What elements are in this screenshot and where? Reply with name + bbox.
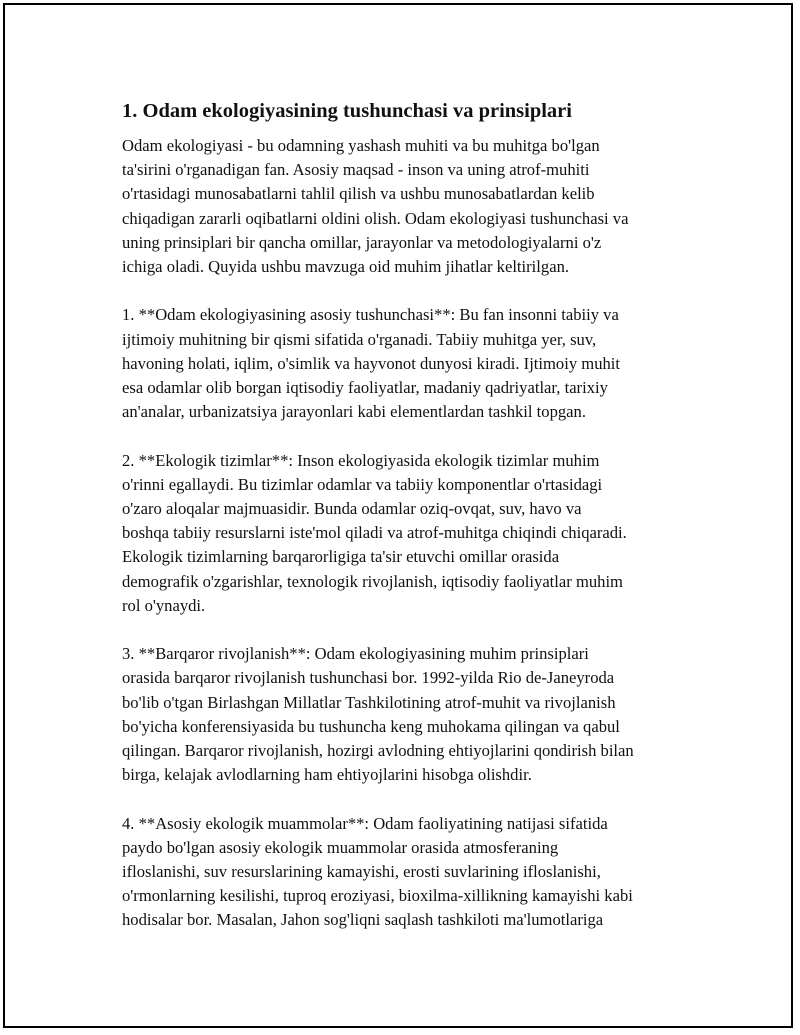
paragraph [122, 449, 692, 618]
text-line: birga, kelajak avlodlarning ham ehtiyojlarini hisobga olishdir. [122, 765, 532, 785]
text-line: ijtimoiy muhitning bir qismi sifatida o'rganadi. Tabiiy muhitga yer, suv, [122, 329, 597, 349]
text-line: 1. **Odam ekologiyasining asosiy tushunchasi**: Bu fan insonni tabiiy va [122, 305, 619, 325]
paragraph [122, 303, 692, 424]
paragraph [122, 812, 692, 933]
text-line: esa odamlar olib borgan iqtisodiy faoliyatlar, madaniy qadriyatlar, tarixiy [122, 378, 608, 398]
text-line: boshqa tabiiy resurslarni iste'mol qiladi va atrof-muhitga chiqindi chiqaradi. [122, 523, 627, 543]
text-line: 2. **Ekologik tizimlar**: Inson ekologiyasida ekologik tizimlar muhim [122, 450, 600, 470]
text-line: ifloslanishi, suv resurslarining kamayishi, erosti suvlarining ifloslanishi, [122, 862, 601, 882]
text-line: o'rinni egallaydi. Bu tizimlar odamlar va tabiiy komponentlar o'rtasidagi [122, 474, 603, 494]
text-line: demografik o'zgarishlar, texnologik rivojlanish, iqtisodiy faoliyatlar muhim [122, 571, 623, 591]
paragraph-list [122, 134, 692, 933]
text-line: uning prinsiplari bir qancha omillar, jarayonlar va metodologiyalarni o'z [122, 232, 602, 252]
document-title: 1. Odam ekologiyasining tushunchasi va prinsiplari [122, 100, 572, 122]
text-line: an'analar, urbanizatsiya jarayonlari kabi elementlardan tashkil topgan. [122, 402, 586, 422]
text-line: bo'lib o'tgan Birlashgan Millatlar Tashkilotining atrof-muhit va rivojlanish [122, 692, 616, 712]
text-line: paydo bo'lgan asosiy ekologik muammolar orasida atmosferaning [122, 837, 559, 857]
text-line: havoning holati, iqlim, o'simlik va hayvonot dunyosi kiradi. Ijtimoiy muhit [122, 353, 621, 373]
text-line: Ekologik tizimlarning barqarorligiga ta'sir etuvchi omillar orasida [122, 547, 560, 567]
text-line: 3. **Barqaror rivojlanish**: Odam ekologiyasining muhim prinsiplari [122, 644, 589, 664]
text-line: Odam ekologiyasi - bu odamning yashash muhiti va bu muhitga bo'lgan [122, 136, 600, 155]
text-line: qilingan. Barqaror rivojlanish, hozirgi avlodning ehtiyojlarini qondirish bilan [122, 741, 634, 761]
text-line: 4. **Asosiy ekologik muammolar**: Odam faoliyatining natijasi sifatida [122, 813, 608, 833]
text-line: orasida barqaror rivojlanish tushunchasi bor. 1992-yilda Rio de-Janeyroda [122, 668, 615, 688]
text-line: o'rmonlarning kesilishi, tuproq eroziyasi, bioxilma-xillikning kamayishi kabi [122, 886, 633, 906]
text-line: chiqadigan zararli oqibatlarni oldini olish. Odam ekologiyasi tushunchasi va [122, 208, 629, 228]
document-body [122, 97, 692, 957]
paragraph [122, 642, 692, 787]
paragraph [122, 134, 692, 279]
text-line: ichiga oladi. Quyida ushbu mavzuga oid muhim jihatlar keltirilgan. [122, 257, 570, 277]
text-line: hodisalar bor. Masalan, Jahon sog'liqni saqlash tashkiloti ma'lumotlariga [122, 910, 604, 930]
text-line: rol o'ynaydi. [122, 595, 206, 615]
text-line: o'zaro aloqalar majmuasidir. Bunda odamlar oziq-ovqat, suv, havo va [122, 499, 582, 519]
page-frame [3, 3, 793, 1028]
text-line: o'rtasidagi munosabatlarni tahlil qilish va ushbu munosabatlardan kelib [122, 184, 595, 204]
text-line: bo'yicha konferensiyasida bu tushuncha keng muhokama qilingan va qabul [122, 716, 620, 736]
text-line: ta'sirini o'rganadigan fan. Asosiy maqsad - inson va uning atrof-muhiti [122, 160, 590, 180]
